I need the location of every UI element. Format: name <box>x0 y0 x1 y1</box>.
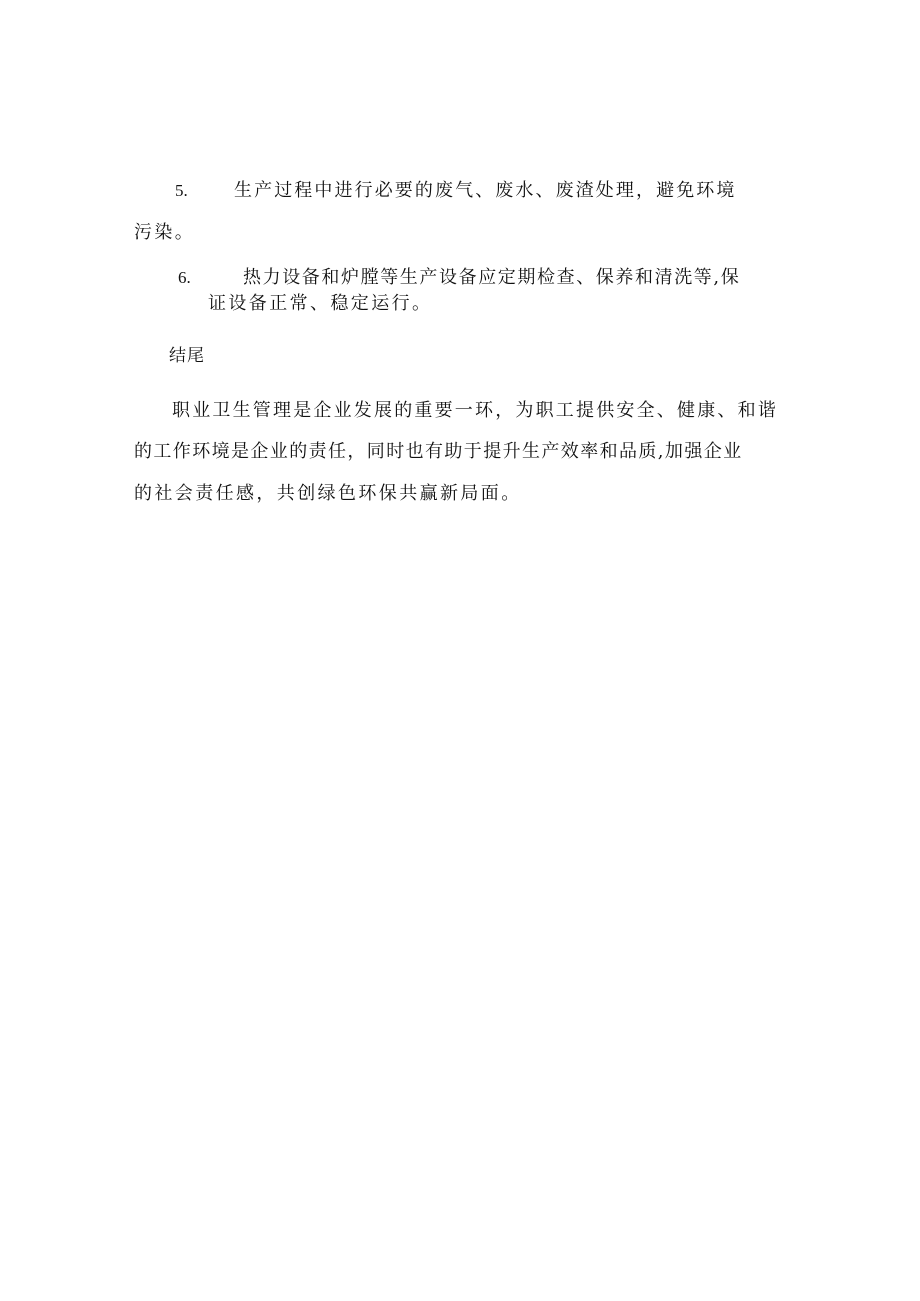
item-text-line2: 污染。 <box>134 222 196 243</box>
paragraph-line3: 的社会责任感，共创绿色环保共赢新局面。 <box>134 483 522 504</box>
item-number: 5. <box>175 181 188 200</box>
item-number: 6. <box>178 268 191 287</box>
item-text-line1: 热力设备和炉膛等生产设备应定期检查、保养和清洗等,保 <box>243 267 741 288</box>
item-text-line2: 证设备正常、稳定运行。 <box>208 293 433 314</box>
paragraph-line2: 的工作环境是企业的责任，同时也有助于提升生产效率和品质,加强企业 <box>134 441 743 462</box>
item-text-line1: 生产过程中进行必要的废气、废水、废渣处理，避免环境 <box>234 180 737 201</box>
paragraph-line1: 职业卫生管理是企业发展的重要一环，为职工提供安全、健康、和谐 <box>172 400 778 421</box>
section-heading: 结尾 <box>169 346 205 366</box>
